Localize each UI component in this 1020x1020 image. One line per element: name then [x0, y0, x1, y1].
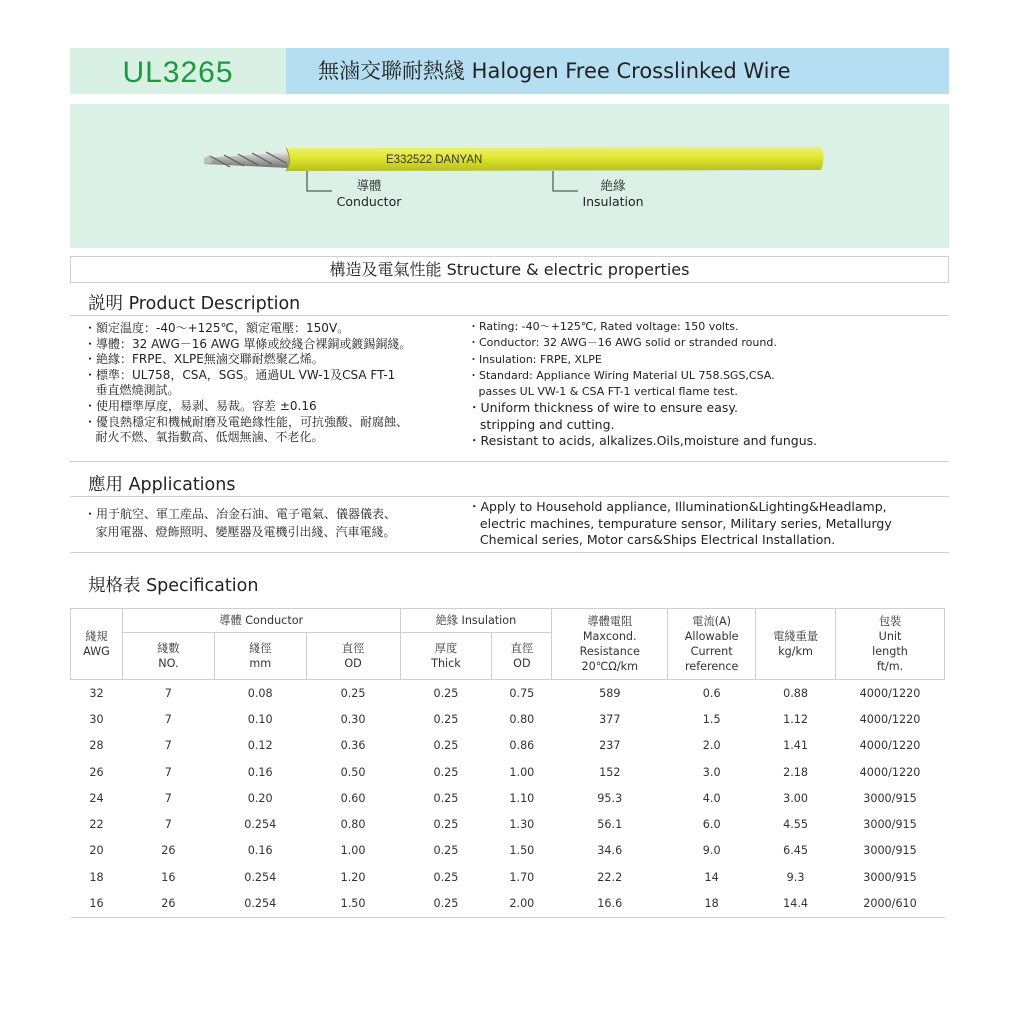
table-cell: 30: [89, 712, 104, 726]
table-cell: 3.00: [783, 791, 809, 805]
table-cell: 0.25: [433, 712, 459, 726]
table-row: [71, 785, 945, 811]
description-cn-line: 耐火不燃、氧指數高、低烟無滷、不老化。: [84, 430, 324, 445]
table-cell: 1.20: [340, 870, 366, 884]
applications-en-line: ・Apply to Household appliance, Illumination&Lighting&Headlamp,: [468, 499, 887, 514]
description-en-line: ・Rating: -40～+125℃, Rated voltage: 150 volts.: [468, 320, 739, 333]
table-cell: 2000/610: [836, 890, 945, 917]
table-cell: 9.3: [786, 870, 805, 884]
applications-en-line: Chemical series, Motor cars&Ships Electrical Installation.: [468, 532, 836, 547]
table-cell: 0.25: [433, 686, 459, 700]
table-cell: 1.12: [783, 712, 809, 726]
table-cell: 0.16: [247, 844, 273, 858]
table-cell: 34.6: [597, 844, 623, 858]
table-cell: 0.25: [433, 870, 459, 884]
table-cell: 0.25: [400, 890, 492, 917]
table-cell: 0.25: [433, 765, 459, 779]
table-cell: 1.5: [702, 712, 721, 726]
description-en-line: stripping and cutting.: [468, 416, 615, 432]
table-cell: 56.1: [597, 818, 623, 832]
divider: [70, 315, 949, 316]
conductor-strands: [204, 152, 290, 168]
applications-en-line: electric machines, tempurature sensor, Military series, Metallurgy: [468, 515, 892, 531]
table-cell: 0.16: [247, 765, 273, 779]
table-row: [71, 733, 945, 759]
table-cell: 1.41: [783, 739, 809, 753]
table-cell: 0.25: [340, 686, 366, 700]
description-en-line: ・Resistant to acids, alkalizes.Oils,moisture and fungus.: [468, 433, 818, 449]
applications-cn: [84, 506, 396, 541]
table-cell: 152: [599, 765, 621, 779]
insulation-label: 絶緣 Insulation: [582, 178, 644, 209]
wire-illustration: [190, 140, 830, 210]
description-cn-line: ・優良熱穩定和機械耐磨及電絶緣性能，可抗強酸、耐腐蝕、: [84, 414, 409, 429]
table-cell: 0.25: [433, 844, 459, 858]
description-heading: 説明 Product Description: [88, 294, 301, 314]
col-header-awg: 綫規 AWG: [71, 609, 123, 680]
col-header-resistance: 導體電阻 Maxcond. Resistance 20℃Ω/km: [552, 609, 668, 680]
table-row: [71, 890, 945, 917]
table-cell: 0.30: [340, 712, 366, 726]
description-en-line: passes UL VW-1 & CSA FT-1 vertical flame test.: [468, 385, 738, 399]
table-cell: 0.254: [214, 890, 306, 917]
col-header-insulation: 絶緣 Insulation: [400, 609, 552, 633]
table-row: [71, 706, 945, 732]
specification-table: [70, 608, 945, 918]
specification-rows: [71, 680, 945, 918]
table-cell: 377: [599, 712, 621, 726]
table-cell: 4.0: [702, 791, 721, 805]
description-en: [468, 319, 817, 450]
col-header-ins-od: 直徑 OD: [492, 633, 552, 680]
table-cell: 0.254: [244, 870, 277, 884]
table-cell: 0.20: [247, 791, 273, 805]
description-en-line: ・Conductor: 32 AWG－16 AWG solid or stranded round.: [468, 336, 777, 350]
col-header-current: 電流(A) Allowable Current reference: [668, 609, 756, 680]
description-en-line: ・Standard: Appliance Wiring Material UL 758.SGS,CSA.: [468, 368, 775, 382]
product-title: 無滷交聯耐熱綫 Halogen Free Crosslinked Wire: [318, 59, 791, 83]
divider: [70, 496, 949, 497]
model-number: UL3265: [122, 56, 234, 89]
description-cn-line: ・絶緣：FRPE、XLPE無滷交聯耐燃聚乙烯。: [84, 352, 324, 367]
table-cell: 18: [668, 890, 756, 917]
table-row: [71, 759, 945, 785]
table-cell: 16: [71, 890, 123, 917]
table-cell: 2.18: [783, 765, 809, 779]
table-cell: 0.86: [509, 739, 535, 753]
table-cell: 0.25: [433, 791, 459, 805]
table-cell: 18: [89, 870, 104, 884]
table-cell: 14: [704, 870, 719, 884]
table-cell: 0.80: [340, 818, 366, 832]
col-header-weight: 電綫重量 kg/km: [756, 609, 836, 680]
table-row: [71, 864, 945, 890]
structure-heading: 構造及電氣性能 Structure & electric properties: [70, 256, 949, 283]
wire-print-text: E332522 DANYAN: [386, 154, 483, 166]
specification-heading: 規格表 Specification: [88, 576, 259, 596]
table-cell: 0.80: [509, 712, 535, 726]
table-cell: 22.2: [597, 870, 623, 884]
table-cell: 237: [599, 739, 621, 753]
table-cell: 7: [164, 765, 172, 779]
conductor-label: 導體 Conductor: [336, 178, 402, 209]
table-cell: 1.00: [340, 844, 366, 858]
table-cell: 1.00: [509, 765, 535, 779]
table-cell: 7: [164, 818, 172, 832]
divider: [70, 552, 949, 553]
table-cell: 28: [89, 739, 104, 753]
description-cn-line: 垂直燃燒測試。: [84, 383, 180, 398]
col-header-no: 綫數 NO.: [122, 633, 214, 680]
table-cell: 9.0: [702, 844, 721, 858]
table-cell: 3000/915: [863, 870, 917, 884]
col-header-conductor: 導體 Conductor: [122, 609, 400, 633]
table-row: [71, 811, 945, 837]
table-cell: 16: [161, 870, 176, 884]
table-cell: 0.36: [340, 739, 366, 753]
table-cell: 4000/1220: [859, 765, 921, 779]
table-cell: 1.30: [509, 818, 535, 832]
table-cell: 24: [89, 791, 104, 805]
applications-heading: 應用 Applications: [88, 475, 236, 495]
table-cell: 2.0: [702, 739, 721, 753]
table-cell: 26: [89, 765, 104, 779]
table-cell: 0.6: [702, 686, 721, 700]
description-cn-line: ・額定温度：-40～+125℃，額定電壓：150V。: [84, 321, 350, 335]
table-cell: 6.45: [783, 844, 809, 858]
table-cell: 0.254: [244, 818, 277, 832]
table-cell: 1.50: [509, 844, 535, 858]
table-cell: 26: [161, 844, 176, 858]
table-cell: 4.55: [783, 818, 809, 832]
table-cell: 3000/915: [863, 844, 917, 858]
table-cell: 7: [164, 791, 172, 805]
table-cell: 4000/1220: [859, 686, 921, 700]
col-header-cond-od: 直徑 OD: [306, 633, 400, 680]
divider: [70, 461, 949, 462]
description-cn-line: ・使用標準厚度，易剥、易裁。容差 ±0.16: [84, 398, 317, 413]
table-cell: 4000/1220: [859, 712, 921, 726]
table-cell: 0.60: [340, 791, 366, 805]
col-header-package: 包裝 Unit length ft/m.: [836, 609, 945, 680]
table-cell: 7: [164, 712, 172, 726]
table-cell: 14.4: [756, 890, 836, 917]
table-cell: 20: [89, 844, 104, 858]
table-cell: 3000/915: [863, 791, 917, 805]
description-en-line: ・Uniform thickness of wire to ensure easy.: [468, 400, 738, 416]
table-cell: 4000/1220: [859, 739, 921, 753]
applications-en: [468, 499, 892, 549]
table-cell: 2.00: [492, 890, 552, 917]
table-cell: 0.25: [433, 818, 459, 832]
table-cell: 26: [122, 890, 214, 917]
table-cell: 6.0: [702, 818, 721, 832]
description-en-line: ・Insulation: FRPE, XLPE: [468, 352, 602, 366]
table-cell: 95.3: [597, 791, 623, 805]
insulation-sheath: [286, 147, 824, 171]
table-cell: 32: [89, 686, 104, 700]
description-cn: [84, 321, 411, 446]
table-cell: 0.10: [247, 712, 273, 726]
table-row: [71, 838, 945, 864]
col-header-thick: 厚度 Thick: [400, 633, 492, 680]
table-cell: 0.50: [340, 765, 366, 779]
table-cell: 0.25: [433, 739, 459, 753]
description-cn-line: ・導體：32 AWG－16 AWG 單條或絞綫合裸銅或鍍錫銅綫。: [84, 336, 412, 351]
applications-cn-line: ・用于航空、軍工産品、冶金石油、電子電氣、儀器儀表、: [84, 507, 397, 521]
table-cell: 1.10: [509, 791, 535, 805]
col-header-mm: 綫徑 mm: [214, 633, 306, 680]
table-cell: 589: [599, 686, 621, 700]
table-cell: 1.50: [306, 890, 400, 917]
table-row: [71, 680, 945, 707]
table-cell: 0.12: [247, 739, 273, 753]
table-cell: 1.70: [509, 870, 535, 884]
applications-cn-line: 家用電器、燈飾照明、變壓器及電機引出綫、汽車電綫。: [84, 524, 396, 539]
table-cell: 0.75: [509, 686, 535, 700]
table-cell: 7: [164, 686, 172, 700]
table-cell: 0.88: [783, 686, 809, 700]
description-cn-line: ・標準：UL758，CSA，SGS。通過UL VW-1及CSA FT-1: [84, 367, 396, 382]
table-cell: 7: [164, 739, 172, 753]
table-cell: 3.0: [702, 765, 721, 779]
table-cell: 22: [89, 818, 104, 832]
table-cell: 16.6: [552, 890, 668, 917]
table-cell: 0.08: [247, 686, 273, 700]
table-cell: 3000/915: [863, 818, 917, 832]
